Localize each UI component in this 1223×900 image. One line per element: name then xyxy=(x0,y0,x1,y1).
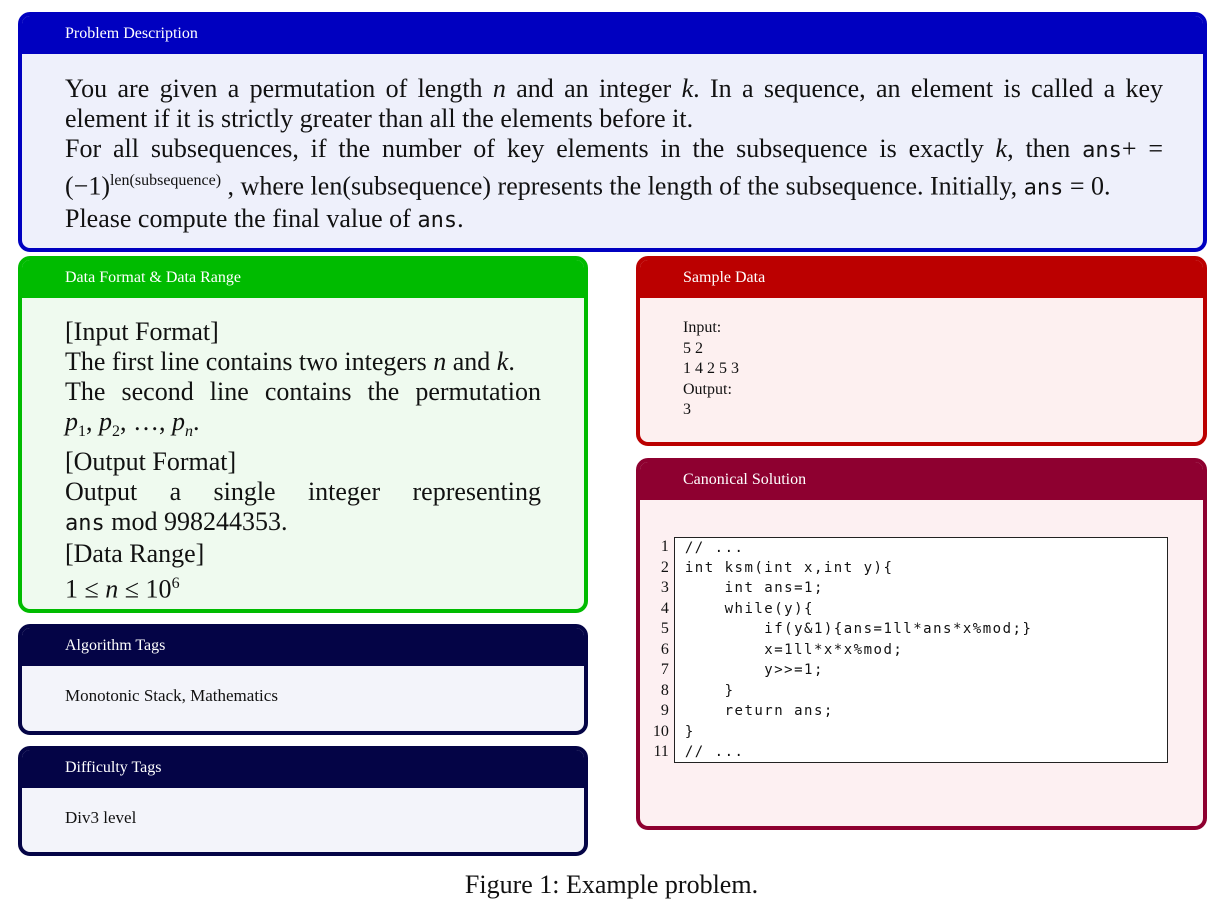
code-text: // ... xyxy=(674,537,1168,558)
algorithm-tags-value: Monotonic Stack, Mathematics xyxy=(65,686,278,705)
data-format-title: Data Format & Data Range xyxy=(22,260,584,298)
line-number: 5 xyxy=(660,620,669,637)
code-line xyxy=(647,558,1168,579)
line-number: 9 xyxy=(660,702,669,719)
code-text: // ... xyxy=(674,742,1168,763)
output-format-line-1: Output a single integer representing xyxy=(65,477,541,507)
input-format-permutation: $p_1$, $p_2$, …, $p_n$. xyxy=(65,407,200,441)
code-line xyxy=(647,619,1168,640)
sample-line: Output: xyxy=(683,380,732,398)
sample-line: 1 4 2 5 3 xyxy=(683,360,739,377)
line-number: 10 xyxy=(652,722,669,740)
line-number: 11 xyxy=(653,743,669,760)
description-paragraph-1: You are given a permutation of length n and an integer k. In a sequence, an element is called a key element if it is strictly greater than all the elements before it. xyxy=(65,74,1164,133)
code-text: int ans=1; xyxy=(674,578,1168,599)
code-line xyxy=(647,701,1168,722)
code-text: return ans; xyxy=(674,701,1168,722)
sample-line: Input: xyxy=(683,319,722,336)
line-number: 3 xyxy=(660,579,669,596)
difficulty-tags-value: Div3 level xyxy=(65,808,137,827)
canonical-solution-title: Canonical Solution xyxy=(640,462,1203,500)
code-line xyxy=(647,742,1168,763)
line-number: 7 xyxy=(660,661,669,678)
data-format-panel xyxy=(18,256,588,613)
problem-description-panel xyxy=(18,12,1207,252)
code-line xyxy=(647,599,1168,620)
output-format-heading: [Output Format] xyxy=(65,447,237,477)
code-line xyxy=(647,722,1168,743)
canonical-solution-panel xyxy=(636,458,1207,830)
sample-line: 5 2 xyxy=(683,339,703,357)
sample-data-panel xyxy=(636,256,1207,446)
data-range-value: $1 \le n \le 10^6$ xyxy=(65,574,180,604)
output-format-line-2: ans mod 998244353. xyxy=(65,507,288,537)
figure-caption: Figure 1: Example problem. xyxy=(464,870,759,899)
code-line xyxy=(647,640,1168,661)
code-text: } xyxy=(674,681,1168,702)
sample-line: 3 xyxy=(683,401,691,418)
code-line xyxy=(647,681,1168,702)
difficulty-tags-title: Difficulty Tags xyxy=(22,750,584,788)
problem-description-title: Problem Description xyxy=(22,16,1203,54)
description-paragraph-3: Please compute the final value of ans. xyxy=(65,203,464,233)
algorithm-tags-panel xyxy=(18,624,588,735)
line-number: 4 xyxy=(660,599,669,617)
code-text: int ksm(int x,int y){ xyxy=(674,558,1168,579)
code-text: } xyxy=(674,722,1168,743)
data-range-heading: [Data Range] xyxy=(65,539,205,569)
input-format-line-2: The second line contains the permutation xyxy=(65,377,541,406)
difficulty-tags-panel xyxy=(18,746,588,856)
sample-data-body xyxy=(640,298,1203,421)
problem-description-body xyxy=(22,54,1203,236)
data-format-body xyxy=(22,298,584,605)
code-listing xyxy=(647,537,1168,763)
description-paragraph-2: For all subsequences, if the number of key elements in the subsequence is exactly k, then $ans+ = (-1)^{len(subsequence)}$ , where len(subsequence) represents the length of the subsequence. Initially, ans = 0. xyxy=(65,134,1164,201)
code-line xyxy=(647,578,1168,599)
sample-data-title: Sample Data xyxy=(640,260,1203,298)
line-number: 8 xyxy=(660,681,669,699)
input-format-heading: [Input Format] xyxy=(65,317,219,346)
line-number: 6 xyxy=(660,640,669,658)
code-line xyxy=(647,537,1168,558)
code-text: y>>=1; xyxy=(674,660,1168,681)
code-text: while(y){ xyxy=(674,599,1168,620)
line-number: 1 xyxy=(660,538,669,555)
algorithm-tags-title: Algorithm Tags xyxy=(22,628,584,666)
line-number: 2 xyxy=(660,558,669,576)
input-format-line-1: The first line contains two integers n and k. xyxy=(65,347,515,376)
code-text: if(y&1){ans=1ll*ans*x%mod;} xyxy=(674,619,1168,640)
code-line xyxy=(647,660,1168,681)
code-text: x=1ll*x*x%mod; xyxy=(674,640,1168,661)
